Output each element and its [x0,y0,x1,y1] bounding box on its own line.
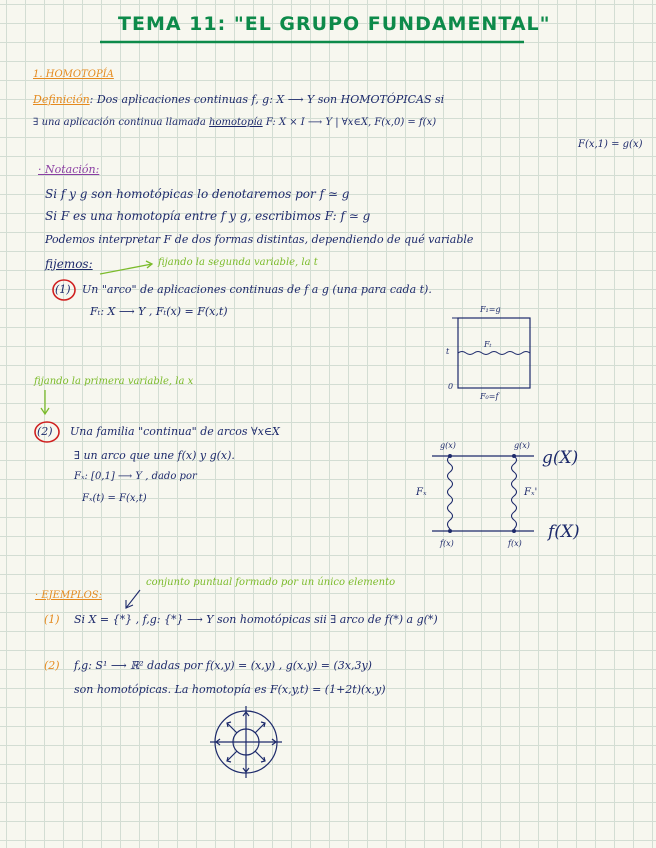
arc-bottom-left-label: f(x) [440,539,454,548]
definition-text-2: ∃ una aplicación continua llamada [33,117,206,128]
item1-text: Un "arco" de aplicaciones continuas de f a g (una para cada t). [82,283,432,296]
example1-text: Si X = {*} , f,g: {*} ⟶ Y son homotópicas sii ∃ arco de f(*) a g(*) [74,613,438,626]
item1-number: (1) [55,283,71,296]
square-zero-label: 0 [448,382,454,391]
page-title: TEMA 11: "EL GRUPO FUNDAMENTAL" [118,13,551,35]
arc-top-right-label: g(x) [514,441,530,450]
note-second-variable: fijando la segunda variable, la t [158,257,318,268]
definition-text-2b: F: X × I ⟶ Y | ∀x∈X, F(x,0) = f(x) [265,117,437,128]
examples-note: conjunto puntual formado por un único elemento [146,577,396,588]
item1-formula: Fₜ: X ⟶ Y , Fₜ(x) = F(x,t) [90,305,228,318]
notation-line-4: fijemos: [45,257,93,271]
example1-number: (1) [44,613,60,626]
arc-bottom-right-label: f(x) [508,539,522,548]
example2-number: (2) [44,659,60,672]
item2-line-2: ∃ un arco que une f(x) y g(x). [74,449,235,462]
notation-line-2: Si F es una homotopía entre f y g, escribimos F: f ≃ g [45,209,371,223]
arc-left-label: Fₓ [416,487,427,498]
arc-top-left-label: g(x) [440,441,456,450]
item2-line-4: Fₓ(t) = F(x,t) [82,493,147,504]
definition-line-3: F(x,1) = g(x) [578,139,643,150]
square-bottom-label: F₀=f [480,392,499,401]
homotopia-term: homotopía [209,117,263,128]
square-mid-label: Fₜ [484,340,492,349]
notation-line-1: Si f y g son homotópicas lo denotaremos por f ≃ g [45,187,350,201]
examples-heading: · EJEMPLOS: [35,590,102,601]
example2-line-2: son homotópicas. La homotopía es F(x,y,t) = (1+2t)(x,y) [74,683,386,696]
example2-line-1: f,g: S¹ ⟶ ℝ² dadas por f(x,y) = (x,y) , g(x,y) = (3x,3y) [74,659,372,672]
section-heading-homotopia: 1. HOMOTOPÍA [33,69,114,80]
notation-heading: · Notación: [38,163,100,176]
definition-text-1: : Dos aplicaciones continuas f, g: X ⟶ Y son HOMOTÓPICAS si [89,93,445,106]
square-t-label: t [446,347,450,356]
arc-fX-label: f(X) [548,522,580,542]
arc-gX-label: g(X) [542,448,579,468]
definition-label: Definición [33,93,90,106]
item2-line-3: Fₓ: [0,1] ⟶ Y , dado por [74,471,197,482]
item2-text: Una familia "continua" de arcos ∀x∈X [70,425,280,438]
item2-number: (2) [37,425,53,438]
arc-right-label: Fₓ' [524,487,538,498]
square-top-label: F₁=g [480,305,501,314]
notation-line-3: Podemos interpretar F de dos formas distintas, dependiendo de qué variable [45,233,474,246]
note-first-variable: fijando la primera variable, la x [34,376,194,387]
